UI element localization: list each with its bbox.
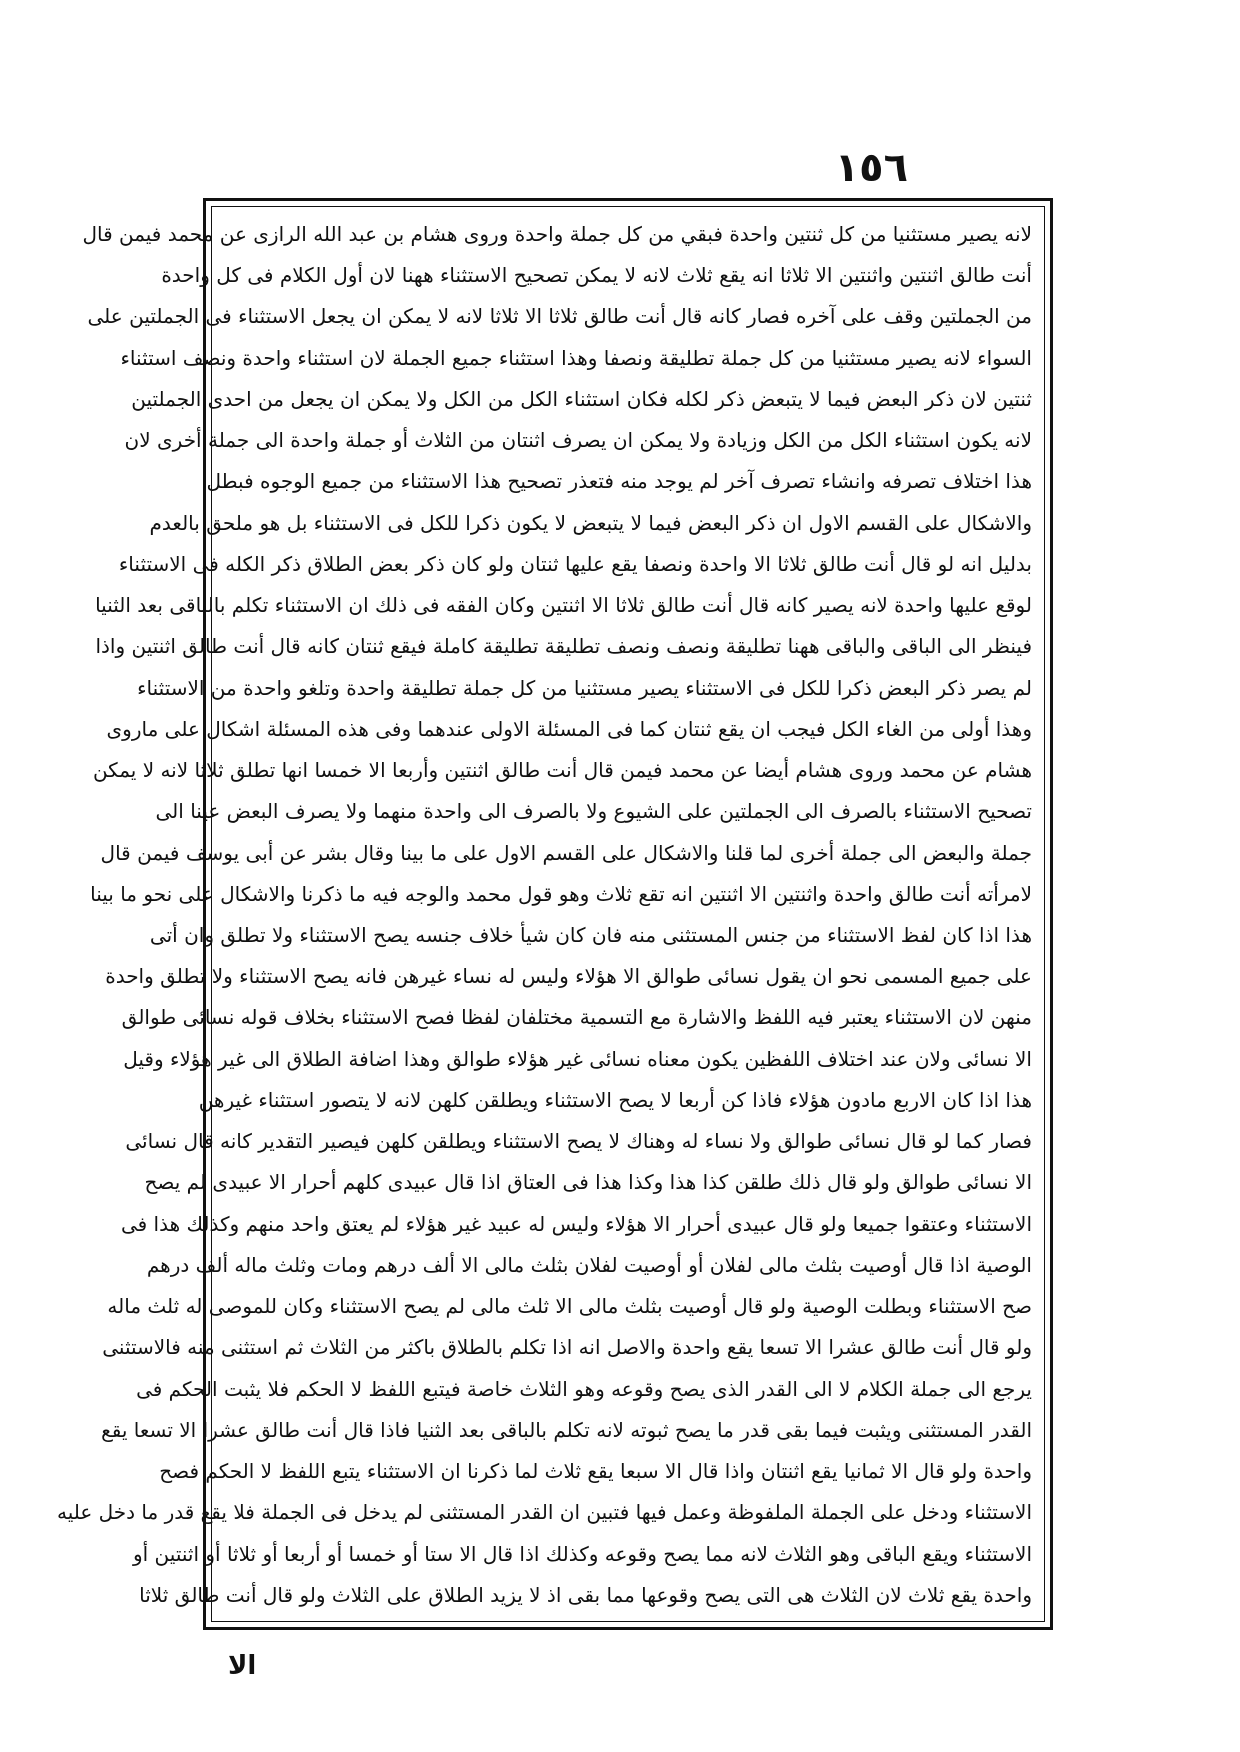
text-line: لانه يصير مستثنيا من كل ثنتين واحدة فبقي من كل جملة واحدة وروى هشام بن عبد الله الرازى عن محمد فيمن قال: [82, 222, 1032, 246]
text-line: صح الاستثناء وبطلت الوصية ولو قال أوصيت بثلث مالى الا ثلث مالى لم يصح الاستثناء وكان للموصى له ثلث ماله: [107, 1294, 1032, 1319]
text-line: والاشكال على القسم الاول ان ذكر البعض فيما لا يتبعض لا يكون ذكرا للكل فى الاستثناء بل هو ملحق بالعدم: [149, 510, 1032, 535]
text-line: فينظر الى الباقى والباقى ههنا تطليقة ونصف ونصف تطليقة تطليقة كاملة فيقع ثنتان كانه قال أنت طالق اثنتين واذا: [95, 634, 1032, 659]
text-line: منهن لان الاستثناء يعتبر فيه اللفظ والاشارة مع التسمية مختلفان لفظا فصح الاستثناء بخلاف قوله نسائى طوالق: [121, 1005, 1032, 1030]
text-line: الا نسائى ولان عند اختلاف اللفظين يكون معناه نسائى غير هؤلاء طوالق وهذا اضافة الطلاق الى غير هؤلاء وقيل: [123, 1046, 1032, 1071]
text-line: جملة والبعض الى جملة أخرى لما قلنا والاشكال على القسم الاول على ما بينا وقال بشر عن أبى يوسف فيمن قال: [100, 840, 1032, 865]
text-line: لوقع عليها واحدة لانه يصير كانه قال أنت طالق ثلاثا الا اثنتين وكان الفقه فى ذلك ان الاستثناء تكلم بالباقى بعد الثنيا: [95, 593, 1032, 618]
text-line: على جميع المسمى نحو ان يقول نسائى طوالق الا هؤلاء وليس له نساء غيرهن فانه يصح الاستثناء ولا تطلق واحدة: [105, 964, 1032, 989]
text-line: فصار كما لو قال نسائى طوالق ولا نساء له وهناك لا يصح الاستثناء ويطلقن كلهن فيصير التقدير كانه قال نسائى: [125, 1129, 1032, 1154]
text-line: واحدة يقع ثلاث لان الثلاث هى التى يصح وقوعها مما بقى اذ لا يزيد الطلاق على الثلاث ولو قال أنت طالق ثلاثا: [139, 1582, 1032, 1607]
main-text-block: [56, 216, 1032, 1614]
text-line: الوصية اذا قال أوصيت بثلث مالى لفلان أو أوصيت لفلان بثلث مالى الا ألف درهم ومات وثلث ماله ألف درهم: [146, 1252, 1032, 1277]
text-line: السواء لانه يصير مستثنيا من كل جملة تطليقة ونصفا وهذا استثناء جميع الجملة لان استثناء واحدة ونصف استثناء: [120, 345, 1032, 370]
text-line: لامرأته أنت طالق واحدة واثنتين الا اثنتين انه تقع ثلاث وهو قول محمد والوجه فيه ما ذكرنا والاشكال على نحو ما بينا: [90, 881, 1032, 906]
text-line: وهذا أولى من الغاء الكل فيجب ان يقع ثنتان كما فى المسئلة الاولى عندهما وفى هذه المسئلة اشكال على ماروى: [106, 716, 1032, 741]
text-line: واحدة ولو قال الا ثمانيا يقع اثنتان واذا قال الا سبعا يقع ثلاث لما ذكرنا ان الاستثناء يتبع اللفظ لا الحكم فصح: [159, 1459, 1032, 1484]
text-line: هذا اختلاف تصرفه وانشاء تصرف آخر لم يوجد منه فتعذر تصحيح هذا الاستثناء من جميع الوجوه فبطل: [206, 469, 1032, 494]
text-line: لم يصر ذكر البعض ذكرا للكل فى الاستثناء يصير مستثنيا من كل جملة تطليقة واحدة وتلغو واحدة من الاستثناء: [137, 675, 1032, 700]
text-line: تصحيح الاستثناء بالصرف الى الجملتين على الشيوع ولا بالصرف الى واحدة منهما ولا يصرف البعض عينا الى: [155, 799, 1032, 824]
text-line: ثنتين لان ذكر البعض فيما لا يتبعض ذكر لكله فكان استثناء الكل من الكل ولا يمكن ان يجعل من احدى الجملتين: [131, 386, 1032, 411]
text-line: لانه يكون استثناء الكل من الكل وزيادة ولا يمكن ان يصرف اثنتان من الثلاث أو جملة واحدة الى جملة أخرى لان: [124, 428, 1032, 453]
text-line: أنت طالق اثنتين واثنتين الا ثلاثا انه يقع ثلاث لانه لا يمكن تصحيح الاستثناء ههنا لان أول الكلام فى كل واحدة: [161, 263, 1032, 288]
text-line: الاستثناء ودخل على الجملة الملفوظة وعمل فيها فتبين ان القدر المستثنى لم يدخل فى الجملة فلا يقع قدر ما دخل عليه: [56, 1500, 1032, 1525]
text-line: هذا اذا كان الاربع مادون هؤلاء فاذا كن أربعا لا يصح الاستثناء ويطلقن كلهن لانه لا يتصور استثناء غيرهن: [198, 1087, 1032, 1112]
text-line: القدر المستثنى ويثبت فيما بقى قدر ما يصح ثبوته لانه تكلم بالباقى بعد الثنيا فاذا قال أنت طالق عشرا الا تسعا يقع: [101, 1417, 1032, 1442]
text-line: ولو قال أنت طالق عشرا الا تسعا يقع واحدة والاصل انه اذا تكلم بالطلاق باكثر من الثلاث ثم استثنى منه فالاستثنى: [102, 1335, 1032, 1360]
text-line: الا نسائى طوالق ولو قال ذلك طلقن كذا هذا وكذا هذا فى العتاق اذا قال عبيدى كلهم أحرار الا عبيدى لم يصح: [144, 1170, 1032, 1195]
text-line: من الجملتين وقف على آخره فصار كانه قال أنت طالق ثلاثا الا ثلاثا لانه لا يمكن ان يجعل الاستثناء فى الجملتين على: [87, 304, 1032, 329]
text-line: الاستثناء ويقع الباقى وهو الثلاث لانه مما يصح وقوعه وكذلك اذا قال الا ستا أو خمسا أو أربعا أو ثلاثا أو اثنتين أو: [132, 1541, 1032, 1566]
page-number: ١٥٦: [834, 145, 908, 191]
text-line: هشام عن محمد وروى هشام أيضا عن محمد فيمن قال أنت طالق اثنتين وأربعا الا خمسا انها تطلق ثلاثا لانه لا يمكن: [92, 758, 1032, 783]
text-line: يرجع الى جملة الكلام لا الى القدر الذى يصح وقوعه وهو الثلاث خاصة فيتبع اللفظ لا الحكم فلا يثبت الحكم فى: [136, 1376, 1032, 1401]
text-line: هذا اذا كان لفظ الاستثناء من جنس المستثنى منه فان كان شيأ خلاف جنسه يصح الاستثناء ولا تطلق وان أتى: [149, 922, 1032, 947]
catchword: الا: [228, 1651, 257, 1681]
text-line: بدليل انه لو قال أنت طالق ثلاثا الا واحدة ونصفا يقع عليها ثنتان ولو كان ذكر بعض الطلاق ذكر الكله فى الاستثناء: [118, 551, 1032, 576]
text-line: الاستثناء وعتقوا جميعا ولو قال عبيدى أحرار الا هؤلاء وليس له عبيد غير هؤلاء لم يعتق واحد منهم وكذلك هذا فى: [120, 1211, 1032, 1236]
